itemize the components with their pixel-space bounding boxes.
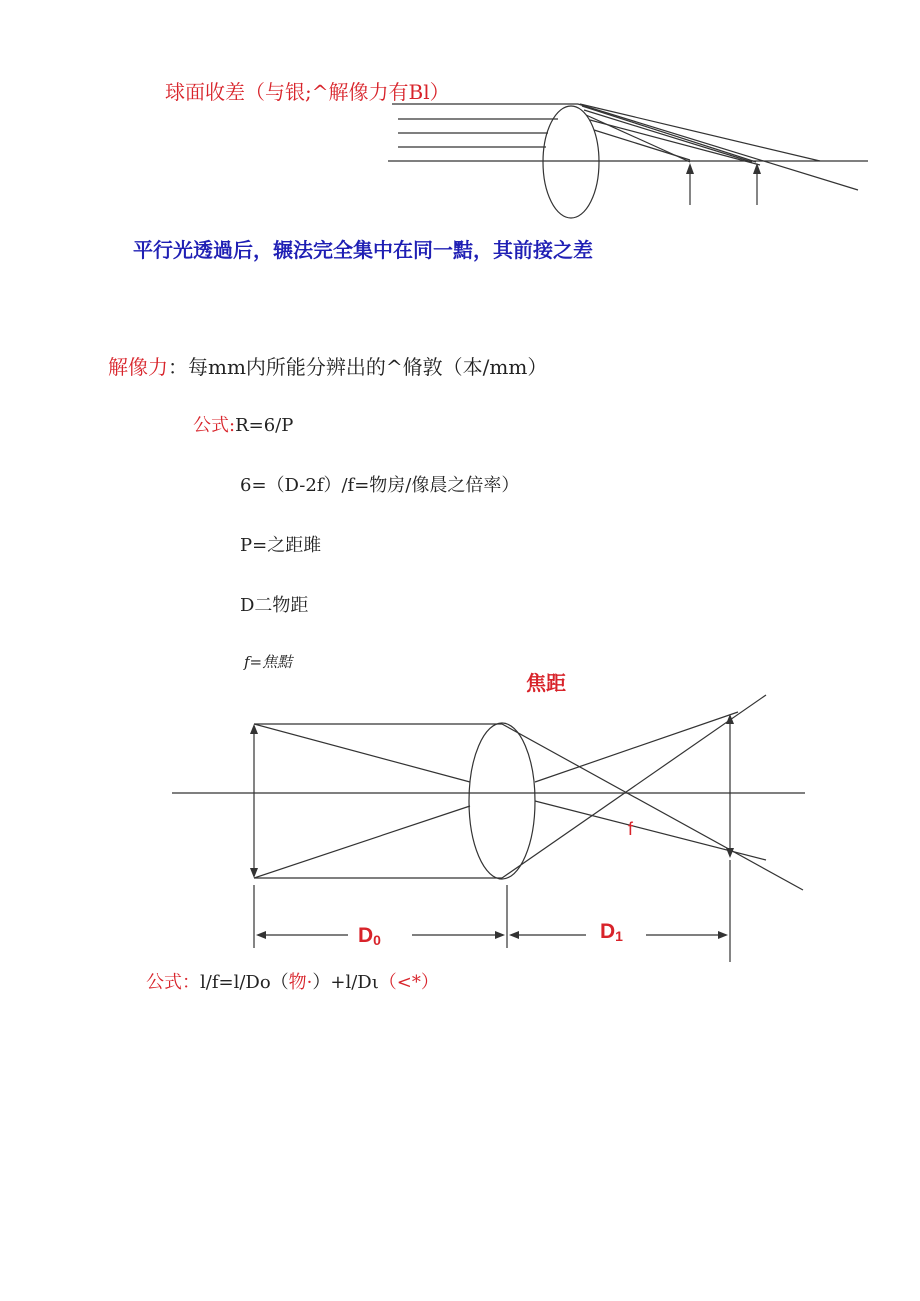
formula2-note-image: （<*） (378, 972, 439, 993)
formula2-middle: ）+l/Dι (312, 972, 379, 993)
resolution-separator: ： (168, 355, 188, 379)
image-ray-2 (502, 695, 766, 878)
object-ray-bottom (254, 806, 470, 878)
dim-arrowhead-3 (509, 931, 519, 939)
variable-d: D二物距 (240, 595, 309, 616)
dim-arrowhead-2 (495, 931, 505, 939)
variable-magnification: 6=（D-2f）/f=物房/像晨之倍率） (240, 475, 520, 496)
object-arrowhead-top (250, 724, 258, 734)
formula-expression: R=6/P (235, 415, 294, 436)
variable-p: P=之距雎 (240, 535, 322, 556)
spherical-aberration-description: 平行光透過后，辗法完全集中在同一黠，其前接之差 (133, 238, 593, 262)
formula2-note-object: 物· (288, 972, 313, 993)
resolution-text: 每mm内所能分辨出的^脩敦（本/mm） (188, 355, 548, 379)
formula-label: 公式: (193, 415, 236, 436)
object-ray-top (254, 724, 470, 782)
spherical-aberration-title: 球面收差（与银;^解像力有Bl） (165, 80, 450, 104)
image-ray-3 (535, 712, 738, 782)
focal-diagram-title: 焦距 (526, 673, 566, 695)
resolution-term: 解像力 (108, 355, 168, 379)
focal-lens (469, 723, 535, 879)
formula2-label: 公式： (146, 972, 200, 993)
d0-label: D0 (358, 924, 381, 948)
formula2-expression: l/f=l/Do（ (200, 972, 289, 993)
dim-arrowhead-4 (718, 931, 728, 939)
d1-label: D1 (600, 920, 623, 944)
image-arrowhead-bottom (726, 848, 734, 858)
image-ray-1 (502, 724, 803, 890)
variable-f: f=焦黠 (244, 653, 293, 671)
formula-focal-length (146, 968, 439, 994)
f-label: f (628, 819, 634, 839)
dim-arrowhead-1 (256, 931, 266, 939)
